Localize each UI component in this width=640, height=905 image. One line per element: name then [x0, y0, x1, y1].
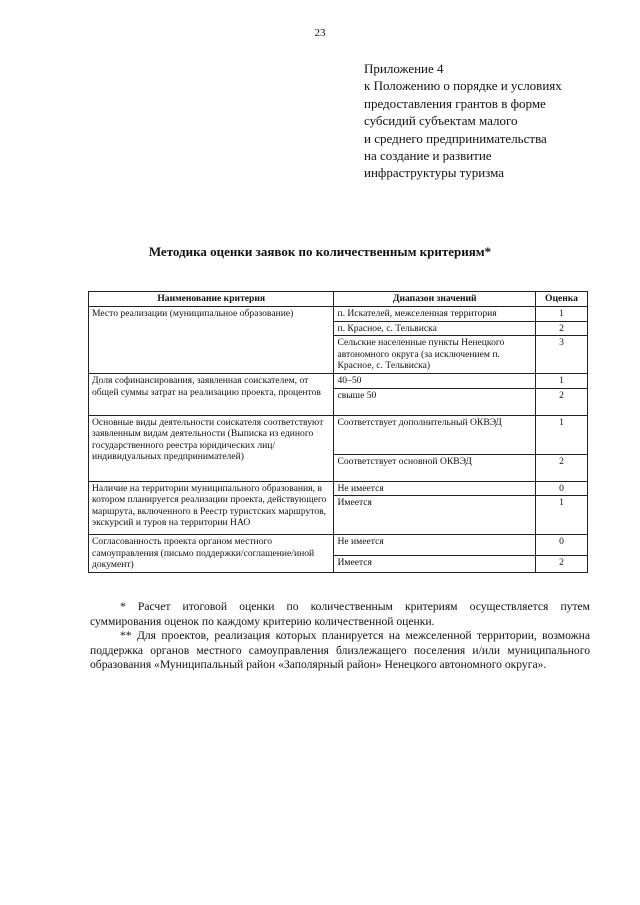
score-cell: 2 [536, 388, 588, 415]
range-cell: п. Красное, с. Тельвиска [334, 321, 536, 336]
criterion-name: Место реализации (муниципальное образование) [89, 307, 334, 374]
footnote-1: * Расчет итоговой оценки по количественным критериям осуществляется путем суммирования оценок по каждому критерию количественной оценки. [90, 600, 590, 628]
criterion-name: Основные виды деятельности соискателя соответствуют заявленным видам деятельности (Выписка из единого государственного реестра юридических лиц/индивидуальных предпринимателей) [89, 415, 334, 481]
appendix-line: субсидий субъектам малого [364, 113, 518, 129]
score-cell: 1 [536, 373, 588, 388]
range-cell: Имеется [334, 496, 536, 535]
page-number: 23 [314, 27, 326, 39]
criteria-table [88, 291, 588, 573]
appendix-line: и среднего предпринимательства [364, 130, 547, 146]
criterion-name: Доля софинансирования, заявленная соискателем, от общей суммы затрат на реализацию проекта, процентов [89, 373, 334, 415]
table-row [89, 415, 588, 454]
range-cell: 40–50 [334, 373, 536, 388]
range-cell: свыше 50 [334, 388, 536, 415]
score-cell: 1 [536, 496, 588, 535]
score-cell: 1 [536, 415, 588, 454]
header-criterion: Наименование критерия [89, 292, 334, 307]
appendix-line: предоставления грантов в форме [364, 95, 546, 111]
range-cell: Имеется [334, 555, 536, 572]
range-cell: Не имеется [334, 481, 536, 496]
appendix-heading [364, 60, 629, 182]
range-cell: Сельские населенные пункты Ненецкого автономного округа (за исключением п. Красное, с. Тельвиска) [334, 336, 536, 374]
document-title: Методика оценки заявок по количественным критериям* [148, 244, 492, 259]
criterion-name: Согласованность проекта органом местного самоуправления (письмо поддержки/соглашение/иной документ) [89, 535, 334, 573]
table-row [89, 373, 588, 388]
table-header-row [89, 292, 588, 307]
score-cell: 2 [536, 321, 588, 336]
footnote-2: ** Для проектов, реализация которых планируется на межселенной территории, возможна поддержка органов местного самоуправления близлежащего поселения и/или муниципального образования «Муниципальный район «Заполярный район» Ненецкого автономного округа». [90, 629, 590, 672]
range-cell: Соответствует основной ОКВЭД [334, 454, 536, 481]
score-cell: 0 [536, 535, 588, 556]
appendix-line: на создание и развитие [364, 148, 492, 164]
range-cell: Соответствует дополнительный ОКВЭД [334, 415, 536, 454]
header-score: Оценка [536, 292, 588, 307]
score-cell: 1 [536, 307, 588, 322]
range-cell: п. Искателей, межселенная территория [334, 307, 536, 322]
score-cell: 3 [536, 336, 588, 374]
score-cell: 2 [536, 555, 588, 572]
table-row [89, 535, 588, 556]
score-cell: 0 [536, 481, 588, 496]
criterion-name: Наличие на территории муниципального образования, в котором планируется реализации проекта, действующего маршрута, включенного в Реестр туристских маршрутов, экскурсий и туров на территории НАО [89, 481, 334, 535]
appendix-line: Приложение 4 [364, 61, 444, 76]
table-row [89, 481, 588, 496]
appendix-line: инфраструктуры туризма [364, 165, 505, 181]
footnotes [90, 600, 590, 673]
table-row [89, 307, 588, 322]
range-cell: Не имеется [334, 535, 536, 556]
appendix-line: к Положению о порядке и условиях [364, 78, 562, 94]
header-range: Диапазон значений [334, 292, 536, 307]
score-cell: 2 [536, 454, 588, 481]
